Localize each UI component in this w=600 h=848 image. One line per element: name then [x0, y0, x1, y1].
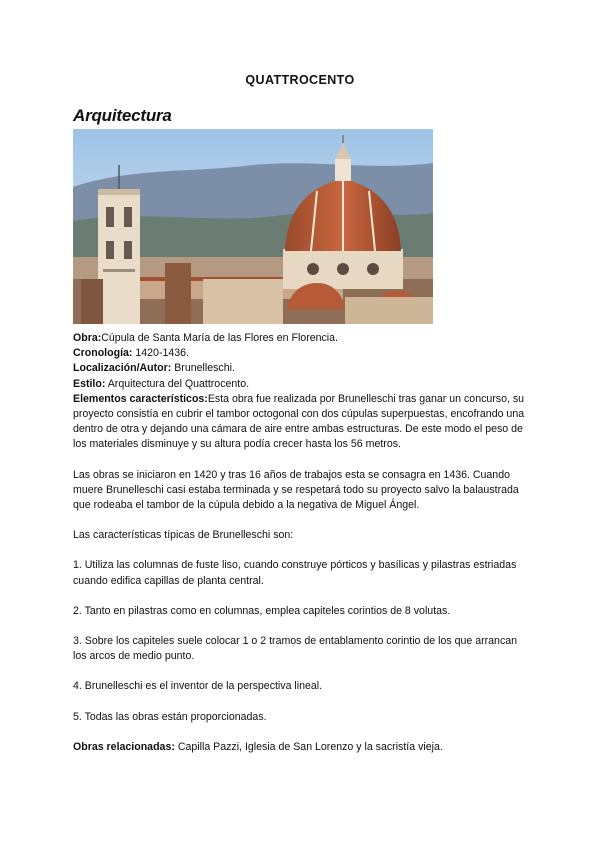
field-obra: [73, 331, 525, 346]
field-label: Localización/Autor:: [73, 362, 172, 375]
field-label: Elementos característicos:: [73, 392, 208, 405]
field-estilo: [73, 377, 525, 392]
page-title: QUATTROCENTO: [245, 73, 355, 87]
related-works: [73, 740, 525, 755]
cathedral-dome-photo: [73, 129, 433, 324]
section-heading: Arquitectura: [73, 106, 172, 125]
field-label: Obras relacionadas:: [73, 740, 175, 753]
field-localizacion: [73, 361, 525, 376]
field-cronologia: [73, 346, 525, 361]
field-value: Capilla Pazzi, Iglesia de San Lorenzo y la sacristía vieja.: [174, 740, 443, 753]
history-paragraph: Las obras se iniciaron en 1420 y tras 16 años de trabajos esta se consagra en 1436. Cuando muere Brunelleschi casi estaba terminada y se respetará todo su proyecto salvo la balaustrada que rodeaba el tambor de la cúpula debido a la negativa de Miguel Ángel.: [73, 468, 519, 512]
field-value: 1420-1436.: [132, 347, 189, 360]
list-intro: Las características típicas de Brunelleschi son:: [73, 529, 294, 542]
list-item: 1. Utiliza las columnas de fuste liso, cuando construye pórticos y basílicas y pilastras estriadas cuando edifica capillas de planta central.: [73, 559, 517, 587]
field-label: Estilo:: [73, 377, 106, 390]
list-item: 5. Todas las obras están proporcionadas.: [73, 710, 267, 723]
field-elementos: [73, 392, 525, 453]
field-value: Cúpula de Santa María de las Flores en Florencia.: [101, 332, 338, 344]
document-body: [73, 331, 525, 755]
field-value: Esta obra fue realizada por Brunelleschi tras ganar un concurso, su proyecto consistía en cubrir el tambor octogonal con dos cúpulas superpuestas, encofrando una dentro de otra y dejando una cámara de aire entre ambas estructuras. De este modo el peso de los materiales disminuye y su altura podía crecer hasta los 56 metros.: [73, 392, 525, 451]
list-item: 2. Tanto en pilastras como en columnas, emplea capiteles corintios de 8 volutas.: [73, 604, 451, 617]
field-value: Brunelleschi.: [171, 362, 235, 375]
list-item: 4. Brunelleschi es el inventor de la perspectiva lineal.: [73, 680, 323, 693]
field-label: Obra:: [73, 332, 102, 344]
field-value: Arquitectura del Quattrocento.: [105, 377, 250, 390]
field-label: Cronología:: [73, 347, 133, 360]
list-item: 3. Sobre los capiteles suele colocar 1 o 2 tramos de entablamento corintio de los que arrancan los arcos de medio punto.: [73, 635, 518, 663]
